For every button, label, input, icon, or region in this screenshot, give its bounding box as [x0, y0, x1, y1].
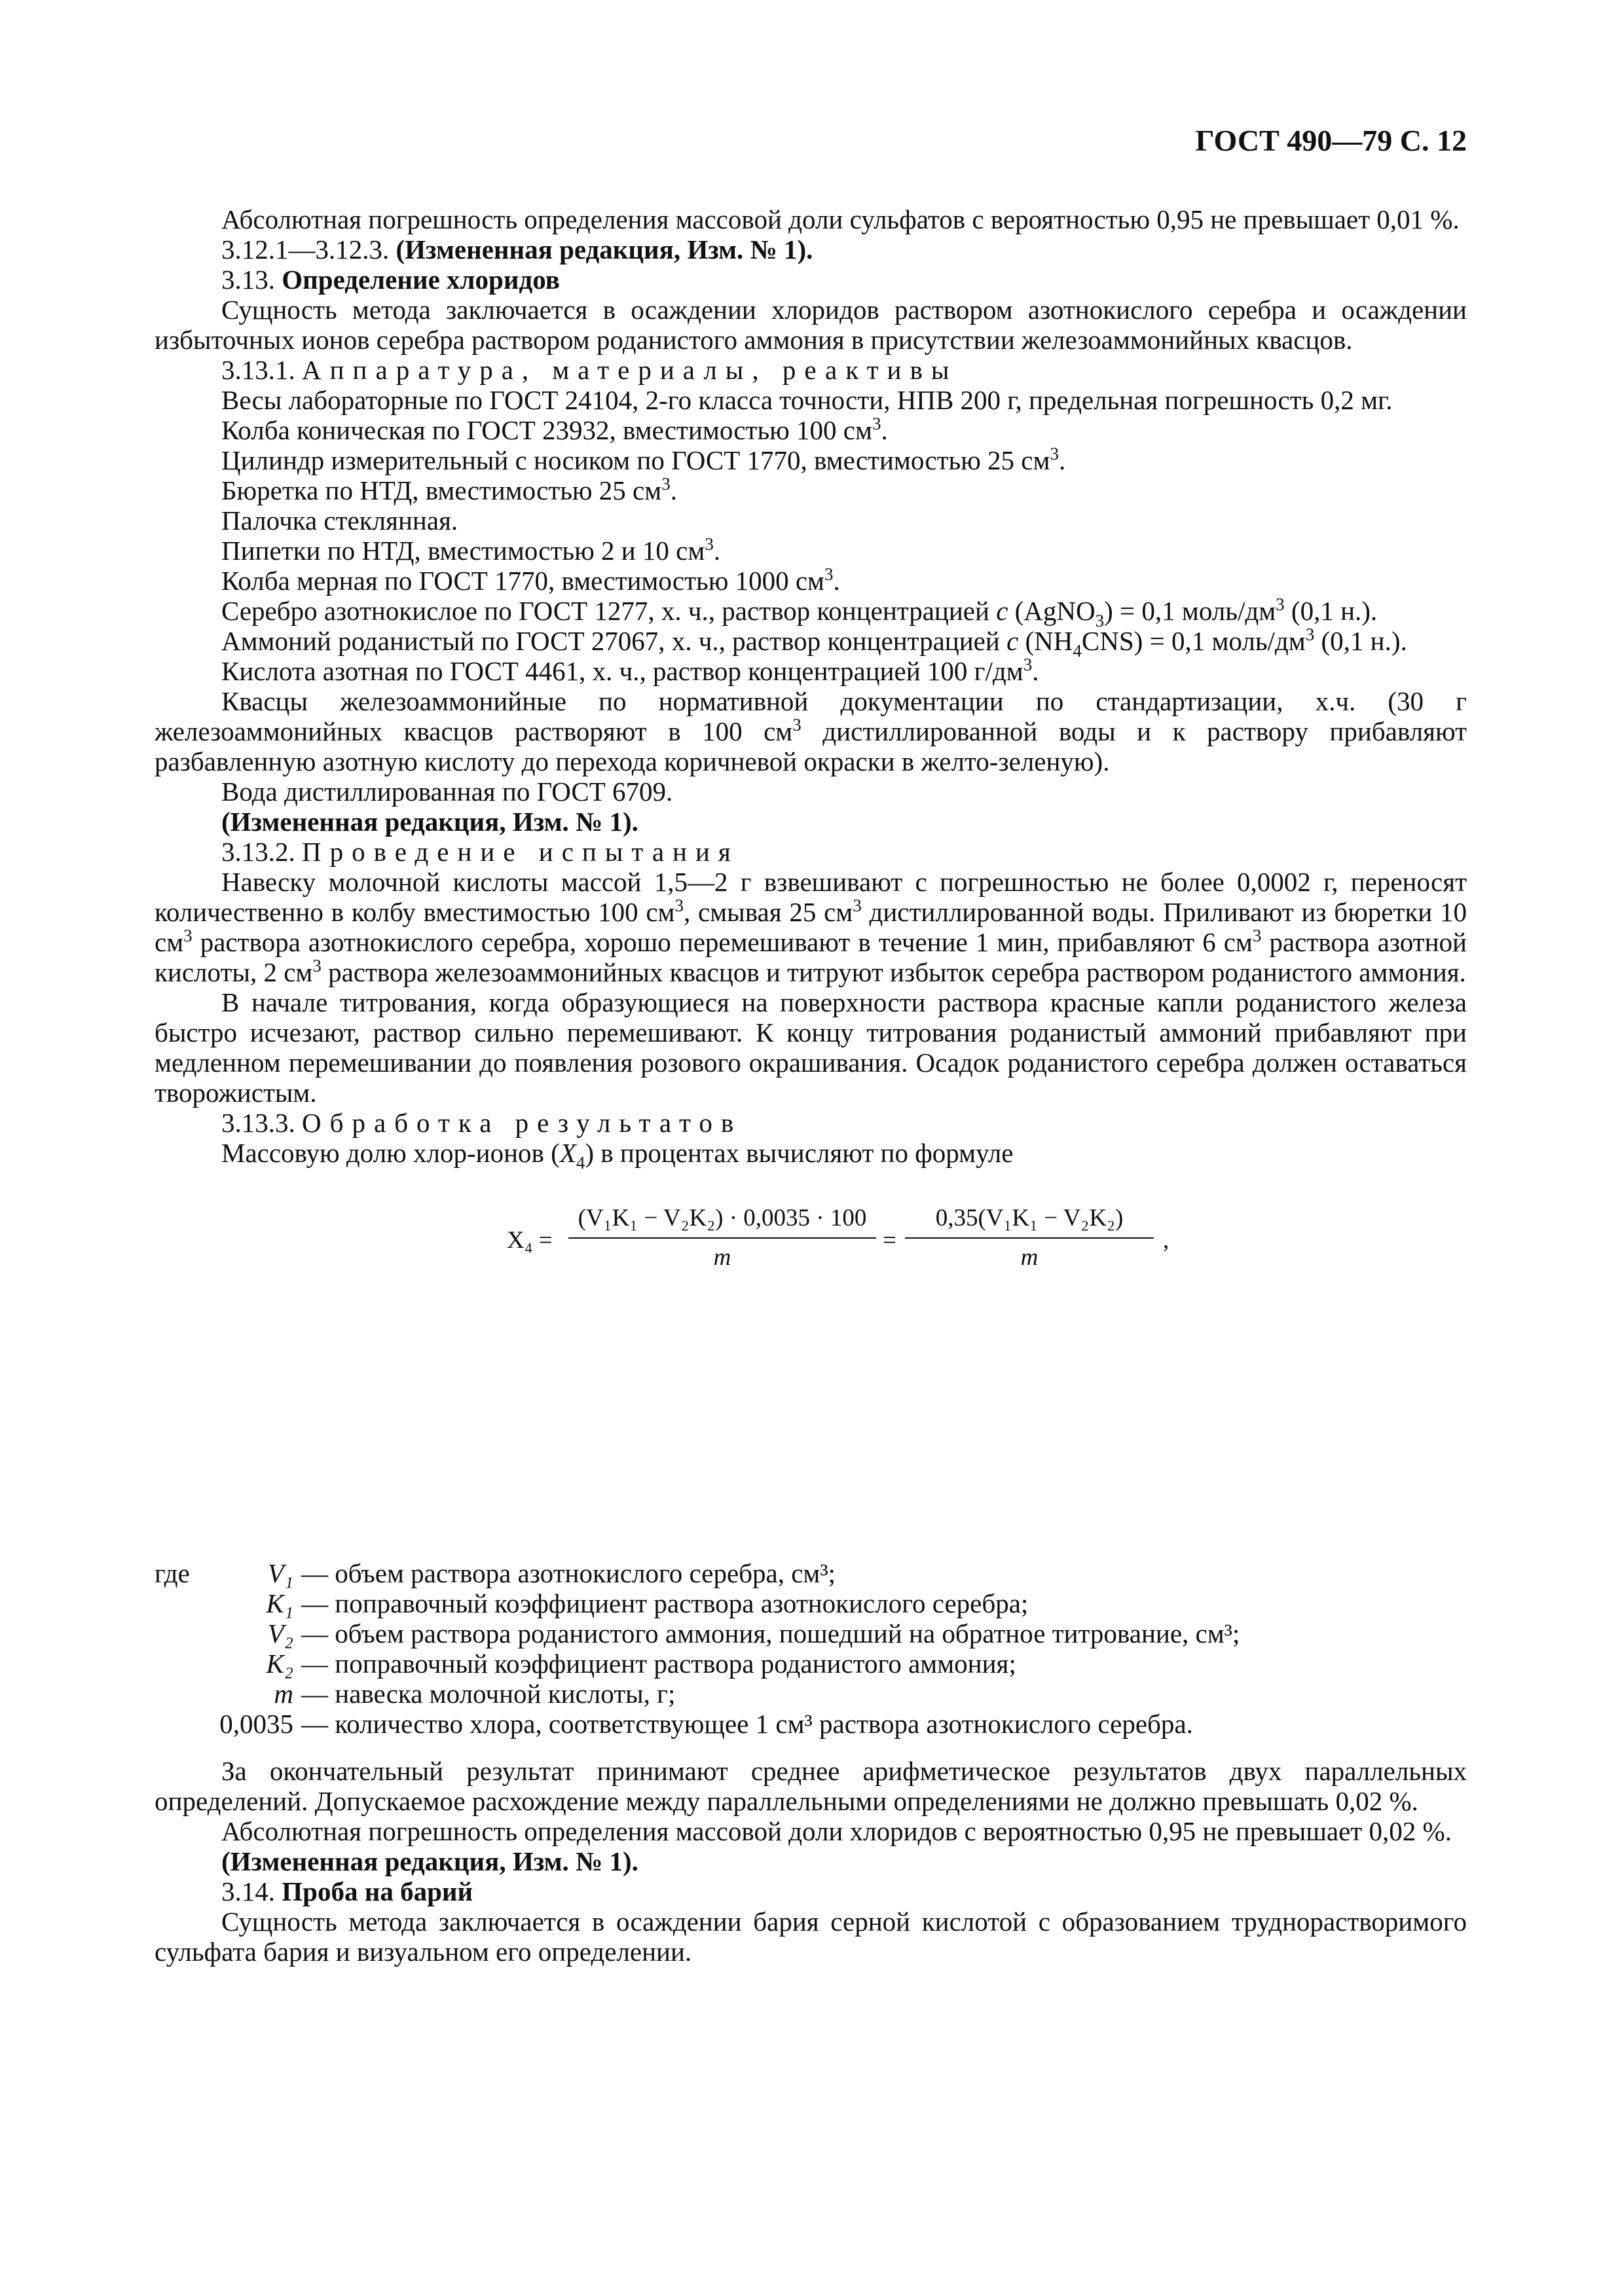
- paragraph-abs-error-chlorides: Абсолютная погрешность определения массовой доли хлоридов с вероятностью 0,95 не превышает 0,02 %.: [221, 1816, 1452, 1846]
- definition-row: [155, 1649, 1467, 1679]
- paragraph-titration: В начале титрования, когда образующиеся на поверхности раствора красные капли роданистого железа быстро исчезают, раствор сильно перемешивают. К концу титрования роданистый аммоний прибавляют при медленном перемешивании до появления розового окрашивания. Осадок роданистого серебра должен оставаться творожистым.: [155, 987, 1467, 1108]
- subsection-heading-results: 3.13.3. Обработка результатов: [221, 1108, 743, 1138]
- definition-symbol: K₂: [266, 1649, 293, 1679]
- definitions-block: [155, 1558, 1467, 1967]
- paragraph-essence-chlorides: Сущность метода заключается в осаждении хлоридов раствором азотнокислого серебра и осаждении избыточных ионов серебра раствором роданистого аммония в присутствии железоаммонийных квасцов.: [155, 295, 1467, 355]
- formula-lhs: X₄ =: [507, 1227, 553, 1254]
- item-pipettes: Пипетки по НТД, вместимостью 2 и 10 $см^3$.: [221, 534, 721, 566]
- paragraph-final-result: За окончательный результат принимают среднее арифметическое результатов двух параллельных определений. Допускаемое расхождение между параллельными определениями не должно превышать 0,02 %.: [155, 1756, 1467, 1816]
- page-header: ГОСТ 490—79 С. 12: [1195, 124, 1467, 157]
- amendment-note: 3.12.1—3.12.3. (Измененная редакция, Изм. № 1).: [221, 234, 813, 264]
- paragraph-calc-intro: Массовую долю хлор-ионов $(X_4)$ в процентах вычисляют по формуле: [221, 1138, 1014, 1173]
- item-distilled-water: Вода дистиллированная по ГОСТ 6709.: [221, 776, 673, 807]
- amendment-note: (Измененная редакция, Изм. № 1).: [221, 807, 638, 837]
- formula-comma: ,: [1163, 1227, 1170, 1254]
- definition-row: [155, 1709, 1467, 1739]
- formula-equals: =: [883, 1227, 896, 1254]
- page-content: [155, 204, 1467, 1316]
- item-ammonium-thiocyanate: Аммоний роданистый по ГОСТ 27067, х. ч., раствор концентрацией c $(NH_4CNS) = 0,1$ моль/$дм^3$ (0,1 н.).: [221, 625, 1407, 661]
- definition-text: — поправочный коэффициент раствора роданистого аммония;: [301, 1649, 1016, 1679]
- paragraph-essence-barium: Сущность метода заключается в осаждении бария серной кислотой с образованием труднорастворимого сульфата бария и визуальном его определении.: [155, 1906, 1467, 1967]
- formula-numerator-2: 0,35(V₁K₁ − V₂K₂): [905, 1203, 1154, 1239]
- definition-row: [155, 1618, 1467, 1649]
- definition-row: [155, 1588, 1467, 1618]
- item-glass-rod: Палочка стеклянная.: [221, 505, 458, 536]
- definition-symbol: V₂: [267, 1618, 293, 1649]
- definition-symbol: 0,0035: [219, 1709, 293, 1739]
- formula-numerator-1: (V₁K₁ − V₂K₂) · 0,0035 · 100: [568, 1203, 876, 1239]
- definition-text: — объем раствора азотнокислого серебра, см³;: [301, 1558, 836, 1588]
- paragraph-abs-error-sulfates: Абсолютная погрешность определения массовой доли сульфатов с вероятностью 0,95 не превышает 0,01 %.: [221, 204, 1460, 234]
- formula-denominator-2: m: [1020, 1244, 1039, 1271]
- definition-symbol: V₁: [267, 1558, 293, 1588]
- variable-definitions: [155, 1558, 1467, 1739]
- definition-text: — объем раствора роданистого аммония, пошедший на обратное титрование, см³;: [301, 1618, 1240, 1649]
- section-heading-chlorides: 3.13. Определение хлоридов: [221, 264, 560, 295]
- paragraph-test-procedure: Навеску молочной кислоты массой 1,5—2 г взвешивают с погрешностью не более 0,0002 г, переносят количественно в колбу вместимостью 100 $см^3$, смывая 25 $см^3$ дистиллированной воды. Приливают из бюретки 10 $см^3$ раствора азотнокислого серебра, хорошо перемешивают в течение 1 мин, прибавляют 6 $см^3$ раствора азотной кислоты, 2 $см^3$ раствора железоаммонийных квасцов и титруют избыток серебра раствором роданистого аммония.: [155, 867, 1467, 987]
- formula-fraction-2: [905, 1203, 1154, 1273]
- definition-text: — поправочный коэффициент раствора азотнокислого серебра;: [301, 1588, 1029, 1618]
- subsection-heading-test: 3.13.2. Проведение испытания: [221, 837, 739, 867]
- item-nitric-acid: Кислота азотная по ГОСТ 4461, х. ч., раствор концентрацией 100 $г/дм^3$.: [221, 655, 1039, 686]
- item-cylinder: Цилиндр измерительный с носиком по ГОСТ 1770, вместимостью 25 $см^3$.: [221, 444, 1066, 475]
- definition-row: где V₁ — объем раствора азотнокислого серебра, см³;: [155, 1558, 1467, 1588]
- item-iron-alum: Квасцы железоаммонийные по нормативной документации по стандартизации, х.ч. (30 г железоаммонийных квасцов растворяют в 100 $см^3$ дистиллированной воды и к раствору прибавляют разбавленную азотную кислоту до перехода коричневой окраски в желто-зеленую).: [155, 686, 1467, 776]
- item-burette: Бюретка по НТД, вместимостью 25 $см^3$.: [221, 474, 677, 505]
- item-silver-nitrate: Серебро азотнокислое по ГОСТ 1277, х. ч., раствор концентрацией c (AgNO$_3$) = 0,1 моль/$дм^3$ (0,1 н.).: [221, 594, 1378, 630]
- definition-row: [155, 1679, 1467, 1709]
- subsection-heading-apparatus: 3.13.1. Аппаратура, материалы, реактивы: [221, 355, 958, 385]
- definition-text: — количество хлора, соответствующее 1 см³ раствора азотнокислого серебра.: [301, 1709, 1193, 1739]
- formula-x4: [155, 1194, 1467, 1292]
- formula-denominator-1: m: [713, 1244, 731, 1271]
- item-scales: Весы лабораторные по ГОСТ 24104, 2-го класса точности, НПВ 200 г, предельная погрешность 0,2 мг.: [221, 385, 1393, 415]
- section-heading-barium: 3.14. Проба на барий: [221, 1876, 473, 1906]
- definition-symbol: m: [274, 1679, 293, 1709]
- item-conical-flask: Колба коническая по ГОСТ 23932, вместимостью 100 $см^3$.: [221, 414, 888, 445]
- definition-text: — навеска молочной кислоты, г;: [301, 1679, 676, 1709]
- formula-fraction-1: [568, 1203, 876, 1273]
- item-volumetric-flask: Колба мерная по ГОСТ 1770, вместимостью 1000 $см^3$.: [221, 564, 840, 596]
- amendment-note: (Измененная редакция, Изм. № 1).: [221, 1846, 638, 1876]
- definition-symbol: K₁: [266, 1588, 293, 1618]
